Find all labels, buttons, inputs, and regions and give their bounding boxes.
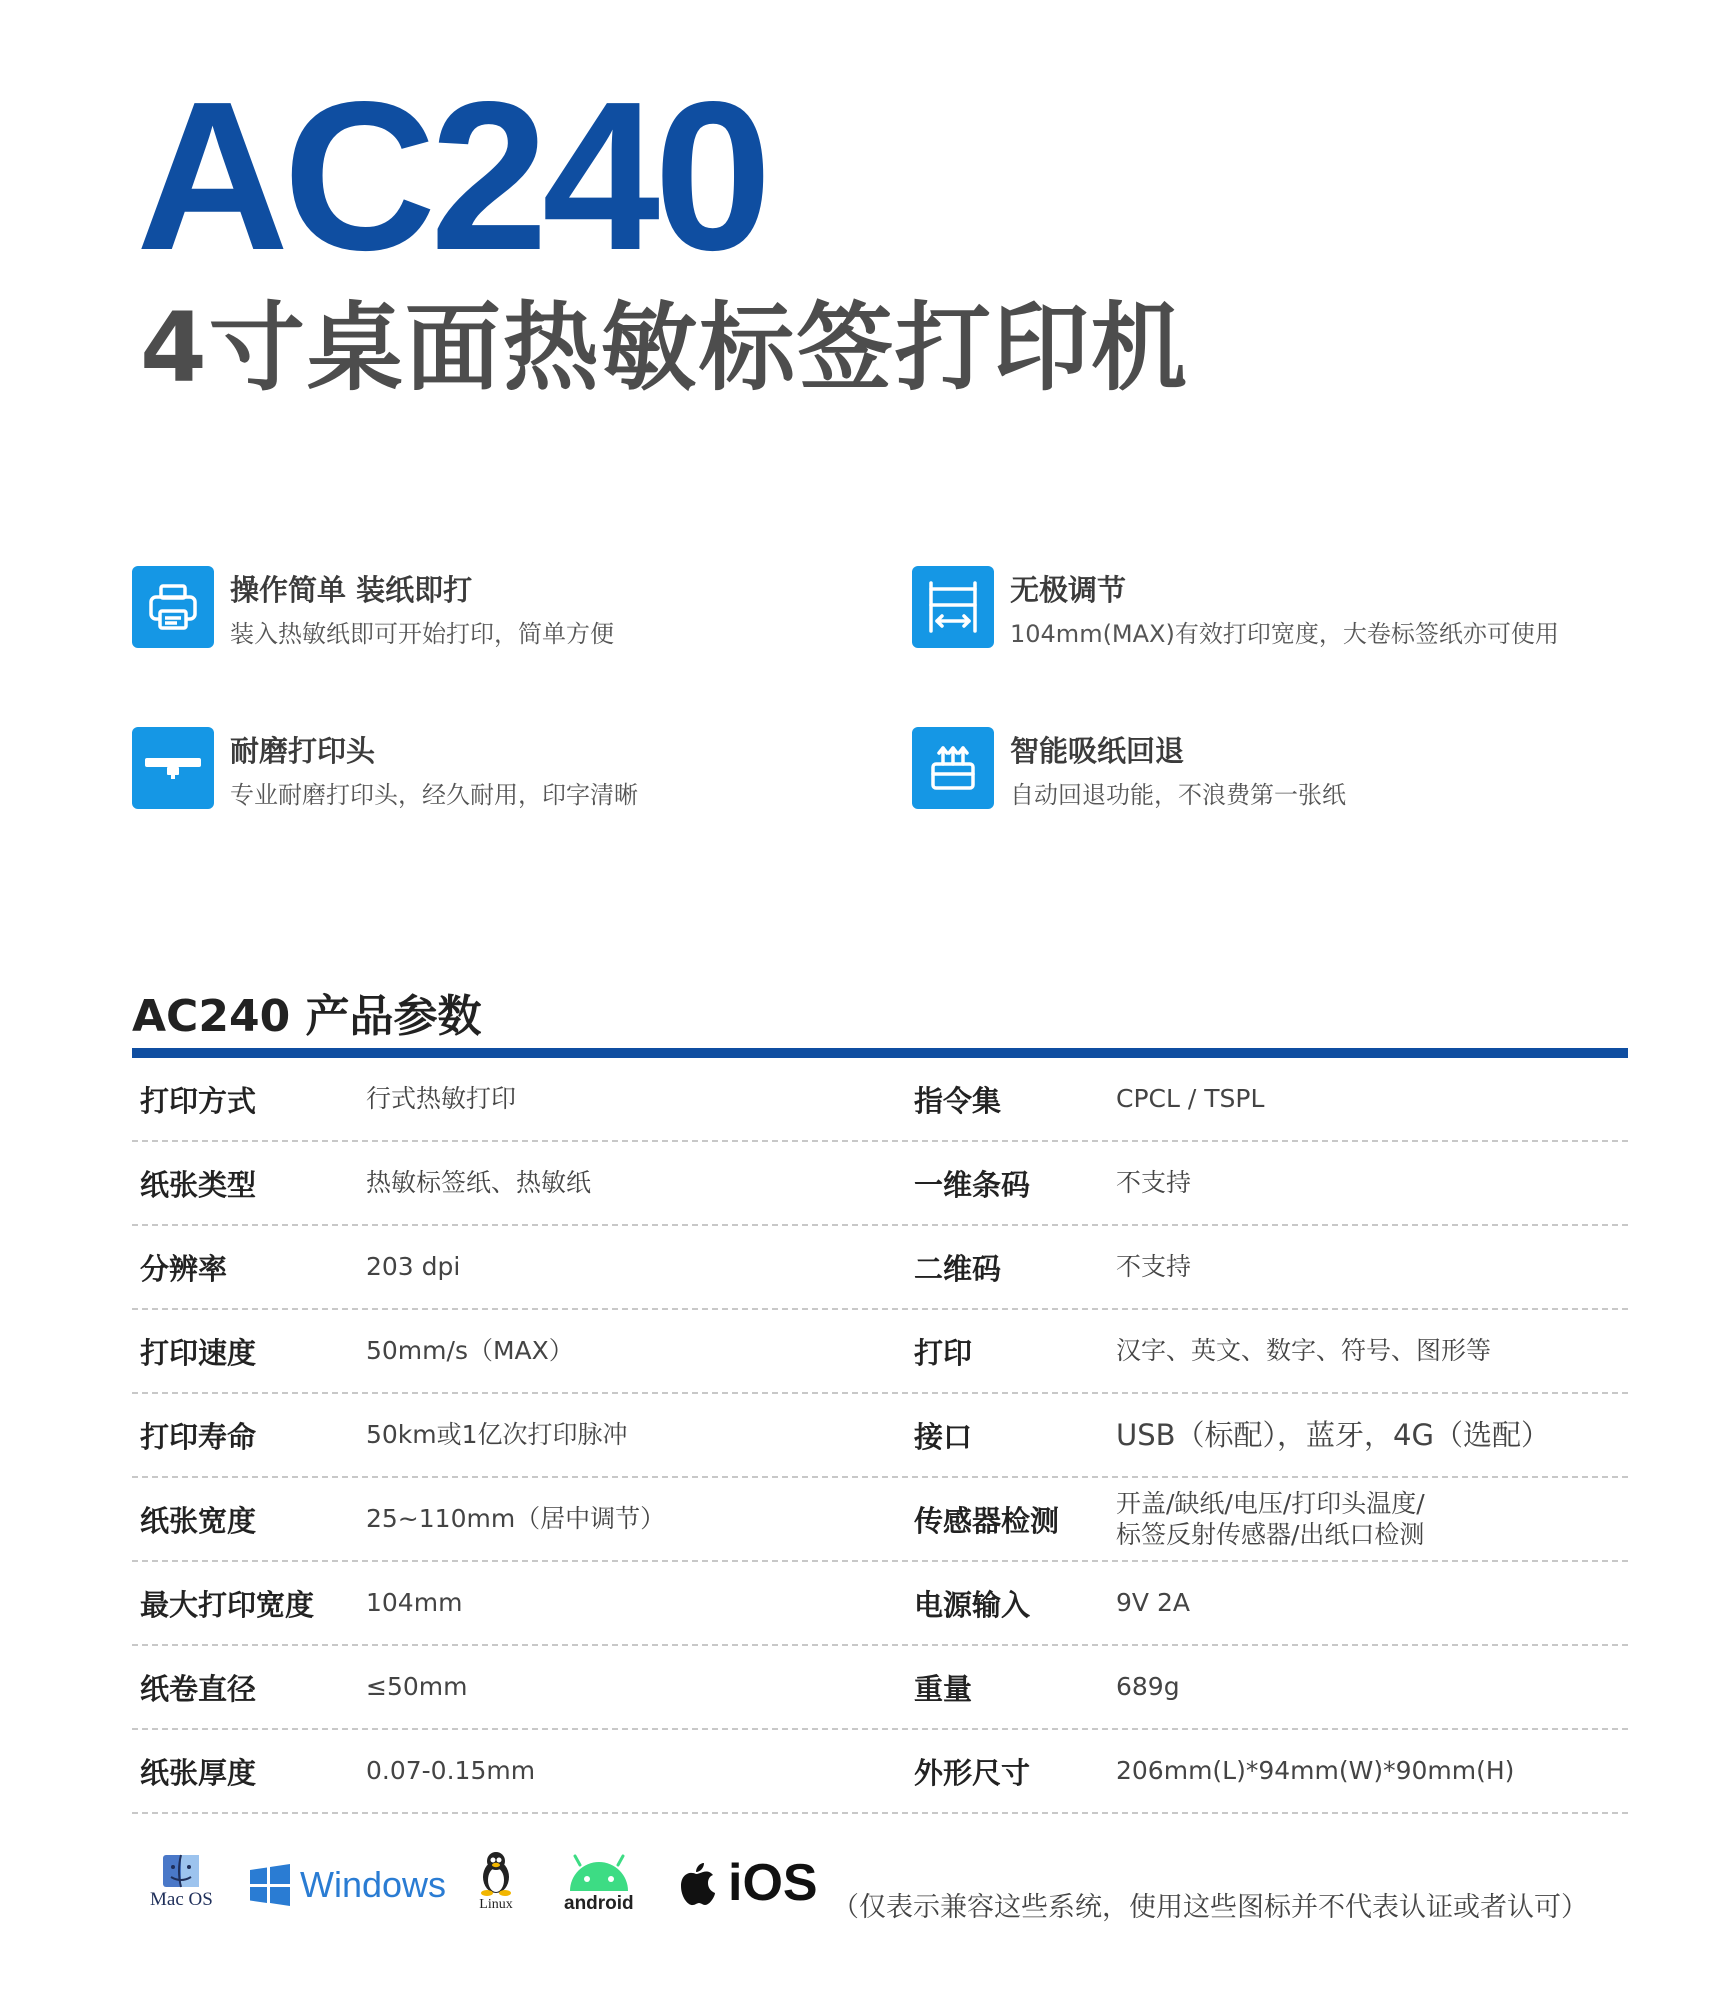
spec-row: [132, 1646, 1628, 1730]
spec-label: 电源输入: [914, 1587, 1031, 1622]
spec-row: [132, 1478, 1628, 1562]
spec-value: 9V 2A: [1116, 1588, 1190, 1618]
spec-label: 一维条码: [914, 1167, 1031, 1202]
android-robot-icon: [566, 1853, 632, 1893]
spec-value: 热敏标签纸、热敏纸: [366, 1168, 592, 1198]
spec-value: CPCL / TSPL: [1116, 1084, 1265, 1114]
macos-label: Mac OS: [150, 1889, 213, 1910]
spec-label: 打印速度: [140, 1335, 257, 1370]
spec-row: [132, 1058, 1628, 1142]
feature-paper-retract: [912, 727, 1672, 817]
ios-label: iOS: [728, 1854, 818, 1912]
finder-icon: [161, 1853, 201, 1889]
linux-logo: [474, 1849, 518, 1913]
spec-value: 25~110mm（居中调节）: [366, 1504, 666, 1534]
spec-value: 0.07-0.15mm: [366, 1756, 536, 1786]
spec-value: ≤50mm: [366, 1672, 468, 1702]
print-head-icon: [132, 727, 214, 809]
spec-value: 汉字、英文、数字、符号、图形等: [1116, 1336, 1492, 1366]
spec-label: 接口: [914, 1419, 973, 1454]
feature-easy-loading: [132, 566, 892, 656]
spec-label: 打印寿命: [140, 1419, 257, 1454]
os-compatibility-bar: [140, 1845, 1640, 1925]
spec-row: [132, 1730, 1628, 1814]
spec-label: 纸张宽度: [140, 1503, 257, 1538]
spec-value: 不支持: [1116, 1168, 1192, 1198]
spec-value: 行式热敏打印: [366, 1084, 517, 1114]
spec-label: 打印: [914, 1335, 973, 1370]
windows-logo: [248, 1863, 446, 1907]
spec-label: 传感器检测: [914, 1503, 1060, 1538]
windows-icon: [248, 1863, 292, 1907]
spec-row: [132, 1226, 1628, 1310]
ios-logo: [676, 1854, 818, 1912]
spec-label: 打印方式: [140, 1083, 257, 1118]
product-subtitle: 4寸桌面热敏标签打印机: [140, 292, 1189, 404]
feature-title: 耐磨打印头: [230, 734, 376, 768]
feature-width-adjust: [912, 566, 1672, 656]
feature-desc: 自动回退功能，不浪费第一张纸: [1010, 781, 1346, 809]
spec-row: [132, 1310, 1628, 1394]
spec-value: 开盖/缺纸/电压/打印头温度/: [1116, 1488, 1425, 1518]
macos-logo: [150, 1853, 213, 1911]
spec-row: [132, 1394, 1628, 1478]
spec-label: 重量: [914, 1671, 973, 1706]
spec-value: 50km或1亿次打印脉冲: [366, 1420, 628, 1450]
android-label: android: [564, 1893, 634, 1914]
params-title: AC240 产品参数: [132, 991, 482, 1042]
spec-label: 最大打印宽度: [140, 1587, 315, 1622]
spec-value: 104mm: [366, 1588, 463, 1618]
printer-icon: [132, 566, 214, 648]
spec-label: 纸张厚度: [140, 1755, 257, 1790]
params-divider: [132, 1048, 1628, 1058]
linux-label: Linux: [479, 1897, 513, 1912]
spec-value: USB（标配），蓝牙，4G（选配）: [1116, 1417, 1550, 1452]
feature-desc: 专业耐磨打印头，经久耐用，印字清晰: [230, 781, 638, 809]
feature-desc: 104mm(MAX)有效打印宽度，大卷标签纸亦可使用: [1010, 620, 1559, 648]
spec-value: 689g: [1116, 1672, 1180, 1702]
windows-label: Windows: [300, 1864, 447, 1905]
feature-print-head: [132, 727, 892, 817]
spec-value: 50mm/s（MAX）: [366, 1336, 574, 1366]
feature-title: 智能吸纸回退: [1010, 734, 1185, 768]
width-adjust-icon: [912, 566, 994, 648]
spec-row: [132, 1142, 1628, 1226]
spec-value: 203 dpi: [366, 1252, 461, 1282]
feature-title: 无极调节: [1010, 573, 1127, 607]
android-logo: [564, 1853, 634, 1915]
spec-label: 二维码: [914, 1251, 1002, 1286]
compatibility-note: （仅表示兼容这些系统，使用这些图标并不代表认证或者认可）: [832, 1892, 1588, 1923]
feature-title: 操作简单 装纸即打: [230, 573, 473, 607]
spec-label: 指令集: [914, 1083, 1002, 1118]
apple-icon: [676, 1859, 716, 1907]
spec-value: 不支持: [1116, 1252, 1192, 1282]
model-title: AC240: [136, 57, 766, 294]
spec-label: 纸张类型: [140, 1167, 257, 1202]
spec-label: 纸卷直径: [140, 1671, 257, 1706]
feature-desc: 装入热敏纸即可开始打印，简单方便: [230, 620, 614, 648]
tux-penguin-icon: [474, 1849, 518, 1897]
spec-table: [132, 1058, 1628, 1814]
paper-retract-icon: [912, 727, 994, 809]
spec-label: 分辨率: [140, 1251, 228, 1286]
spec-value-line2: 标签反射传感器/出纸口检测: [1116, 1520, 1425, 1549]
spec-value: 206mm(L)*94mm(W)*90mm(H): [1116, 1756, 1515, 1786]
spec-label: 外形尺寸: [914, 1755, 1031, 1790]
spec-row: [132, 1562, 1628, 1646]
